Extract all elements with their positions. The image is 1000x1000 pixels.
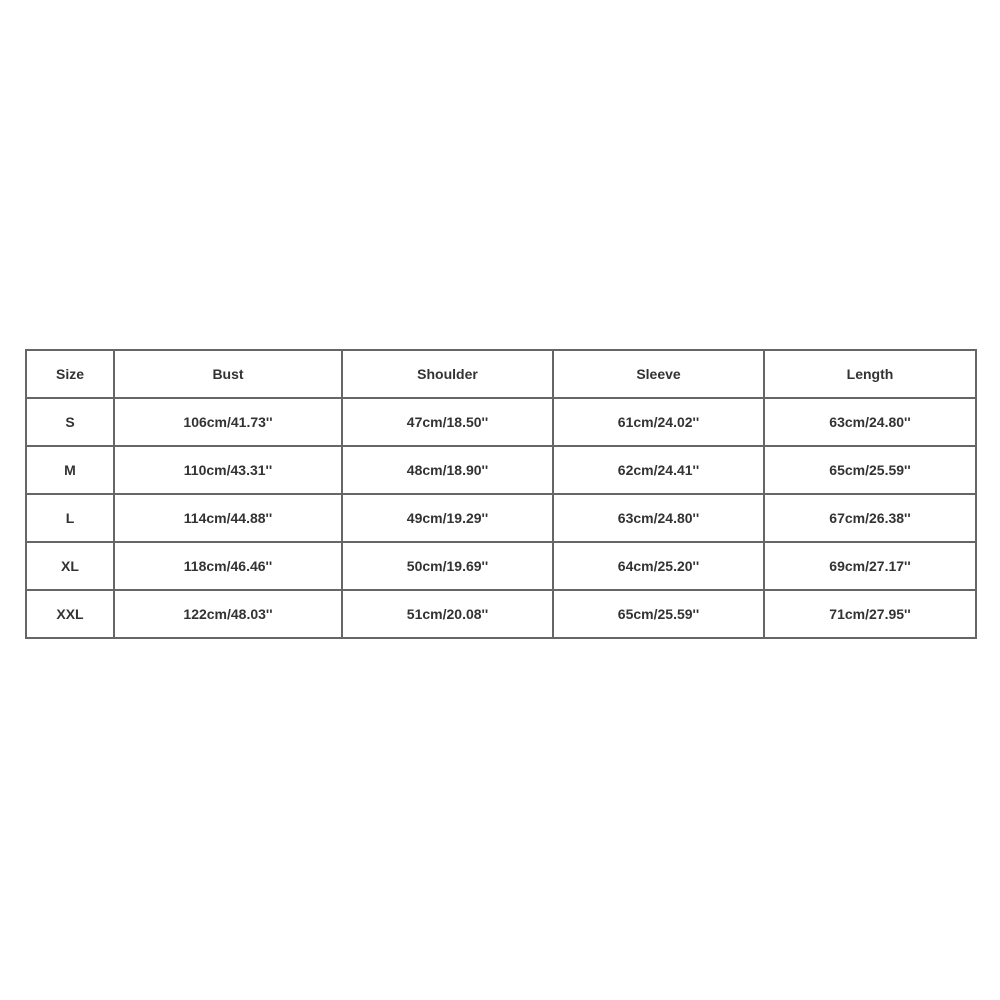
cell-size: M: [26, 446, 114, 494]
size-chart-table: [25, 349, 977, 639]
cell-bust: 122cm/48.03'': [114, 590, 342, 638]
cell-length: 69cm/27.17'': [764, 542, 976, 590]
cell-size: XL: [26, 542, 114, 590]
cell-size: S: [26, 398, 114, 446]
header-shoulder: Shoulder: [342, 350, 553, 398]
header-length: Length: [764, 350, 976, 398]
table-row: [26, 494, 976, 542]
cell-bust: 118cm/46.46'': [114, 542, 342, 590]
header-size: Size: [26, 350, 114, 398]
cell-length: 67cm/26.38'': [764, 494, 976, 542]
cell-sleeve: 65cm/25.59'': [553, 590, 764, 638]
cell-length: 63cm/24.80'': [764, 398, 976, 446]
table-row: [26, 446, 976, 494]
header-sleeve: Sleeve: [553, 350, 764, 398]
cell-bust: 114cm/44.88'': [114, 494, 342, 542]
table-header-row: [26, 350, 976, 398]
cell-sleeve: 62cm/24.41'': [553, 446, 764, 494]
cell-length: 71cm/27.95'': [764, 590, 976, 638]
cell-shoulder: 47cm/18.50'': [342, 398, 553, 446]
cell-size: L: [26, 494, 114, 542]
table-row: [26, 398, 976, 446]
table-row: [26, 590, 976, 638]
header-bust: Bust: [114, 350, 342, 398]
cell-size: XXL: [26, 590, 114, 638]
cell-shoulder: 49cm/19.29'': [342, 494, 553, 542]
cell-bust: 110cm/43.31'': [114, 446, 342, 494]
cell-sleeve: 61cm/24.02'': [553, 398, 764, 446]
cell-shoulder: 50cm/19.69'': [342, 542, 553, 590]
cell-length: 65cm/25.59'': [764, 446, 976, 494]
cell-sleeve: 64cm/25.20'': [553, 542, 764, 590]
table-row: [26, 542, 976, 590]
cell-shoulder: 51cm/20.08'': [342, 590, 553, 638]
cell-bust: 106cm/41.73'': [114, 398, 342, 446]
cell-sleeve: 63cm/24.80'': [553, 494, 764, 542]
cell-shoulder: 48cm/18.90'': [342, 446, 553, 494]
